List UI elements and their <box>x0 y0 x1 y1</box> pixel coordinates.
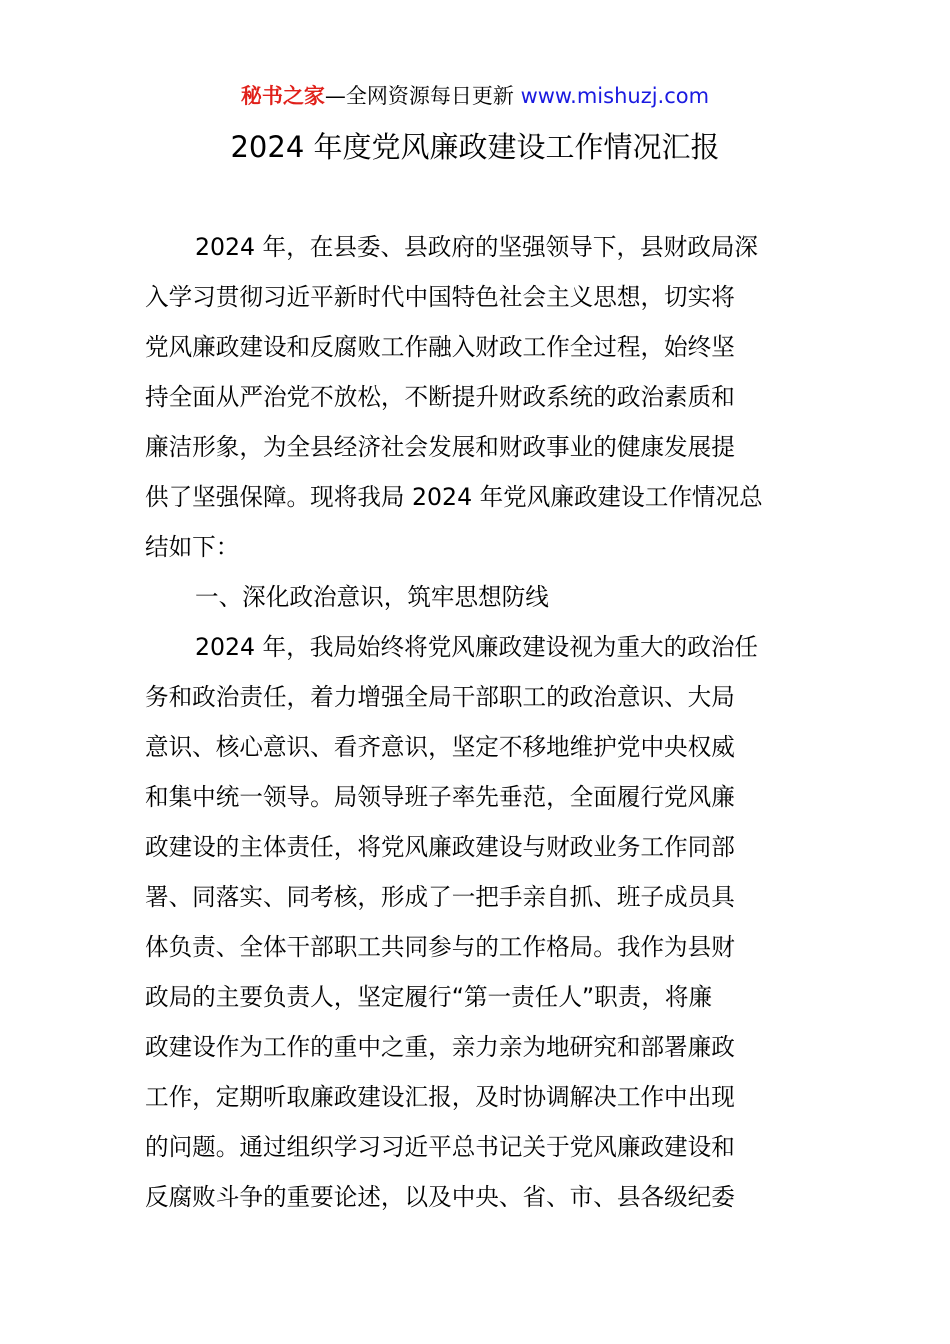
document-title: 2024 年度党风廉政建设工作情况汇报 <box>230 130 720 164</box>
site-url-link[interactable]: www.mishuzj.com <box>520 84 710 108</box>
paragraph-2-line-2: 务和政治责任，着力增强全局干部职工的政治意识、大局 <box>145 683 735 711</box>
paragraph-2-line-12: 反腐败斗争的重要论述，以及中央、省、市、县各级纪委 <box>145 1183 735 1211</box>
paragraph-2-line-7: 体负责、全体干部职工共同参与的工作格局。我作为县财 <box>145 933 735 961</box>
document-body <box>145 222 810 1222</box>
site-slogan: —全网资源每日更新 <box>324 84 521 108</box>
paragraph-1-line-7: 结如下： <box>145 533 240 561</box>
site-header <box>0 80 950 112</box>
paragraph-2-line-11: 的问题。通过组织学习习近平总书记关于党风廉政建设和 <box>145 1133 735 1161</box>
paragraph-2-line-9: 政建设作为工作的重中之重，亲力亲为地研究和部署廉政 <box>145 1033 735 1061</box>
paragraph-2-line-10: 工作，定期听取廉政建设汇报，及时协调解决工作中出现 <box>145 1083 735 1111</box>
paragraph-2-line-6: 署、同落实、同考核，形成了一把手亲自抓、班子成员具 <box>145 883 735 911</box>
paragraph-1-line-4: 持全面从严治党不放松，不断提升财政系统的政治素质和 <box>145 383 735 411</box>
paragraph-1-line-6: 供了坚强保障。现将我局 2024 年党风廉政建设工作情况总 <box>145 483 763 511</box>
paragraph-1-line-3: 党风廉政建设和反腐败工作融入财政工作全过程，始终坚 <box>145 333 735 361</box>
paragraph-2-line-1: 2024 年，我局始终将党风廉政建设视为重大的政治任 <box>195 633 759 661</box>
paragraph-2-line-3: 意识、核心意识、看齐意识，坚定不移地维护党中央权威 <box>145 733 735 761</box>
paragraph-2-line-5: 政建设的主体责任，将党风廉政建设与财政业务工作同部 <box>145 833 735 861</box>
paragraph-1-line-5: 廉洁形象，为全县经济社会发展和财政事业的健康发展提 <box>145 433 735 461</box>
paragraph-1-line-2: 入学习贯彻习近平新时代中国特色社会主义思想，切实将 <box>145 283 735 311</box>
section-heading-1: 一、深化政治意识，筑牢思想防线 <box>195 583 549 611</box>
paragraph-1-line-1: 2024 年，在县委、县政府的坚强领导下，县财政局深 <box>195 233 759 261</box>
site-brand: 秘书之家 <box>240 84 325 108</box>
paragraph-2-line-4: 和集中统一领导。局领导班子率先垂范，全面履行党风廉 <box>145 783 735 811</box>
paragraph-2-line-8: 政局的主要负责人，坚定履行“第一责任人”职责，将廉 <box>145 983 713 1011</box>
